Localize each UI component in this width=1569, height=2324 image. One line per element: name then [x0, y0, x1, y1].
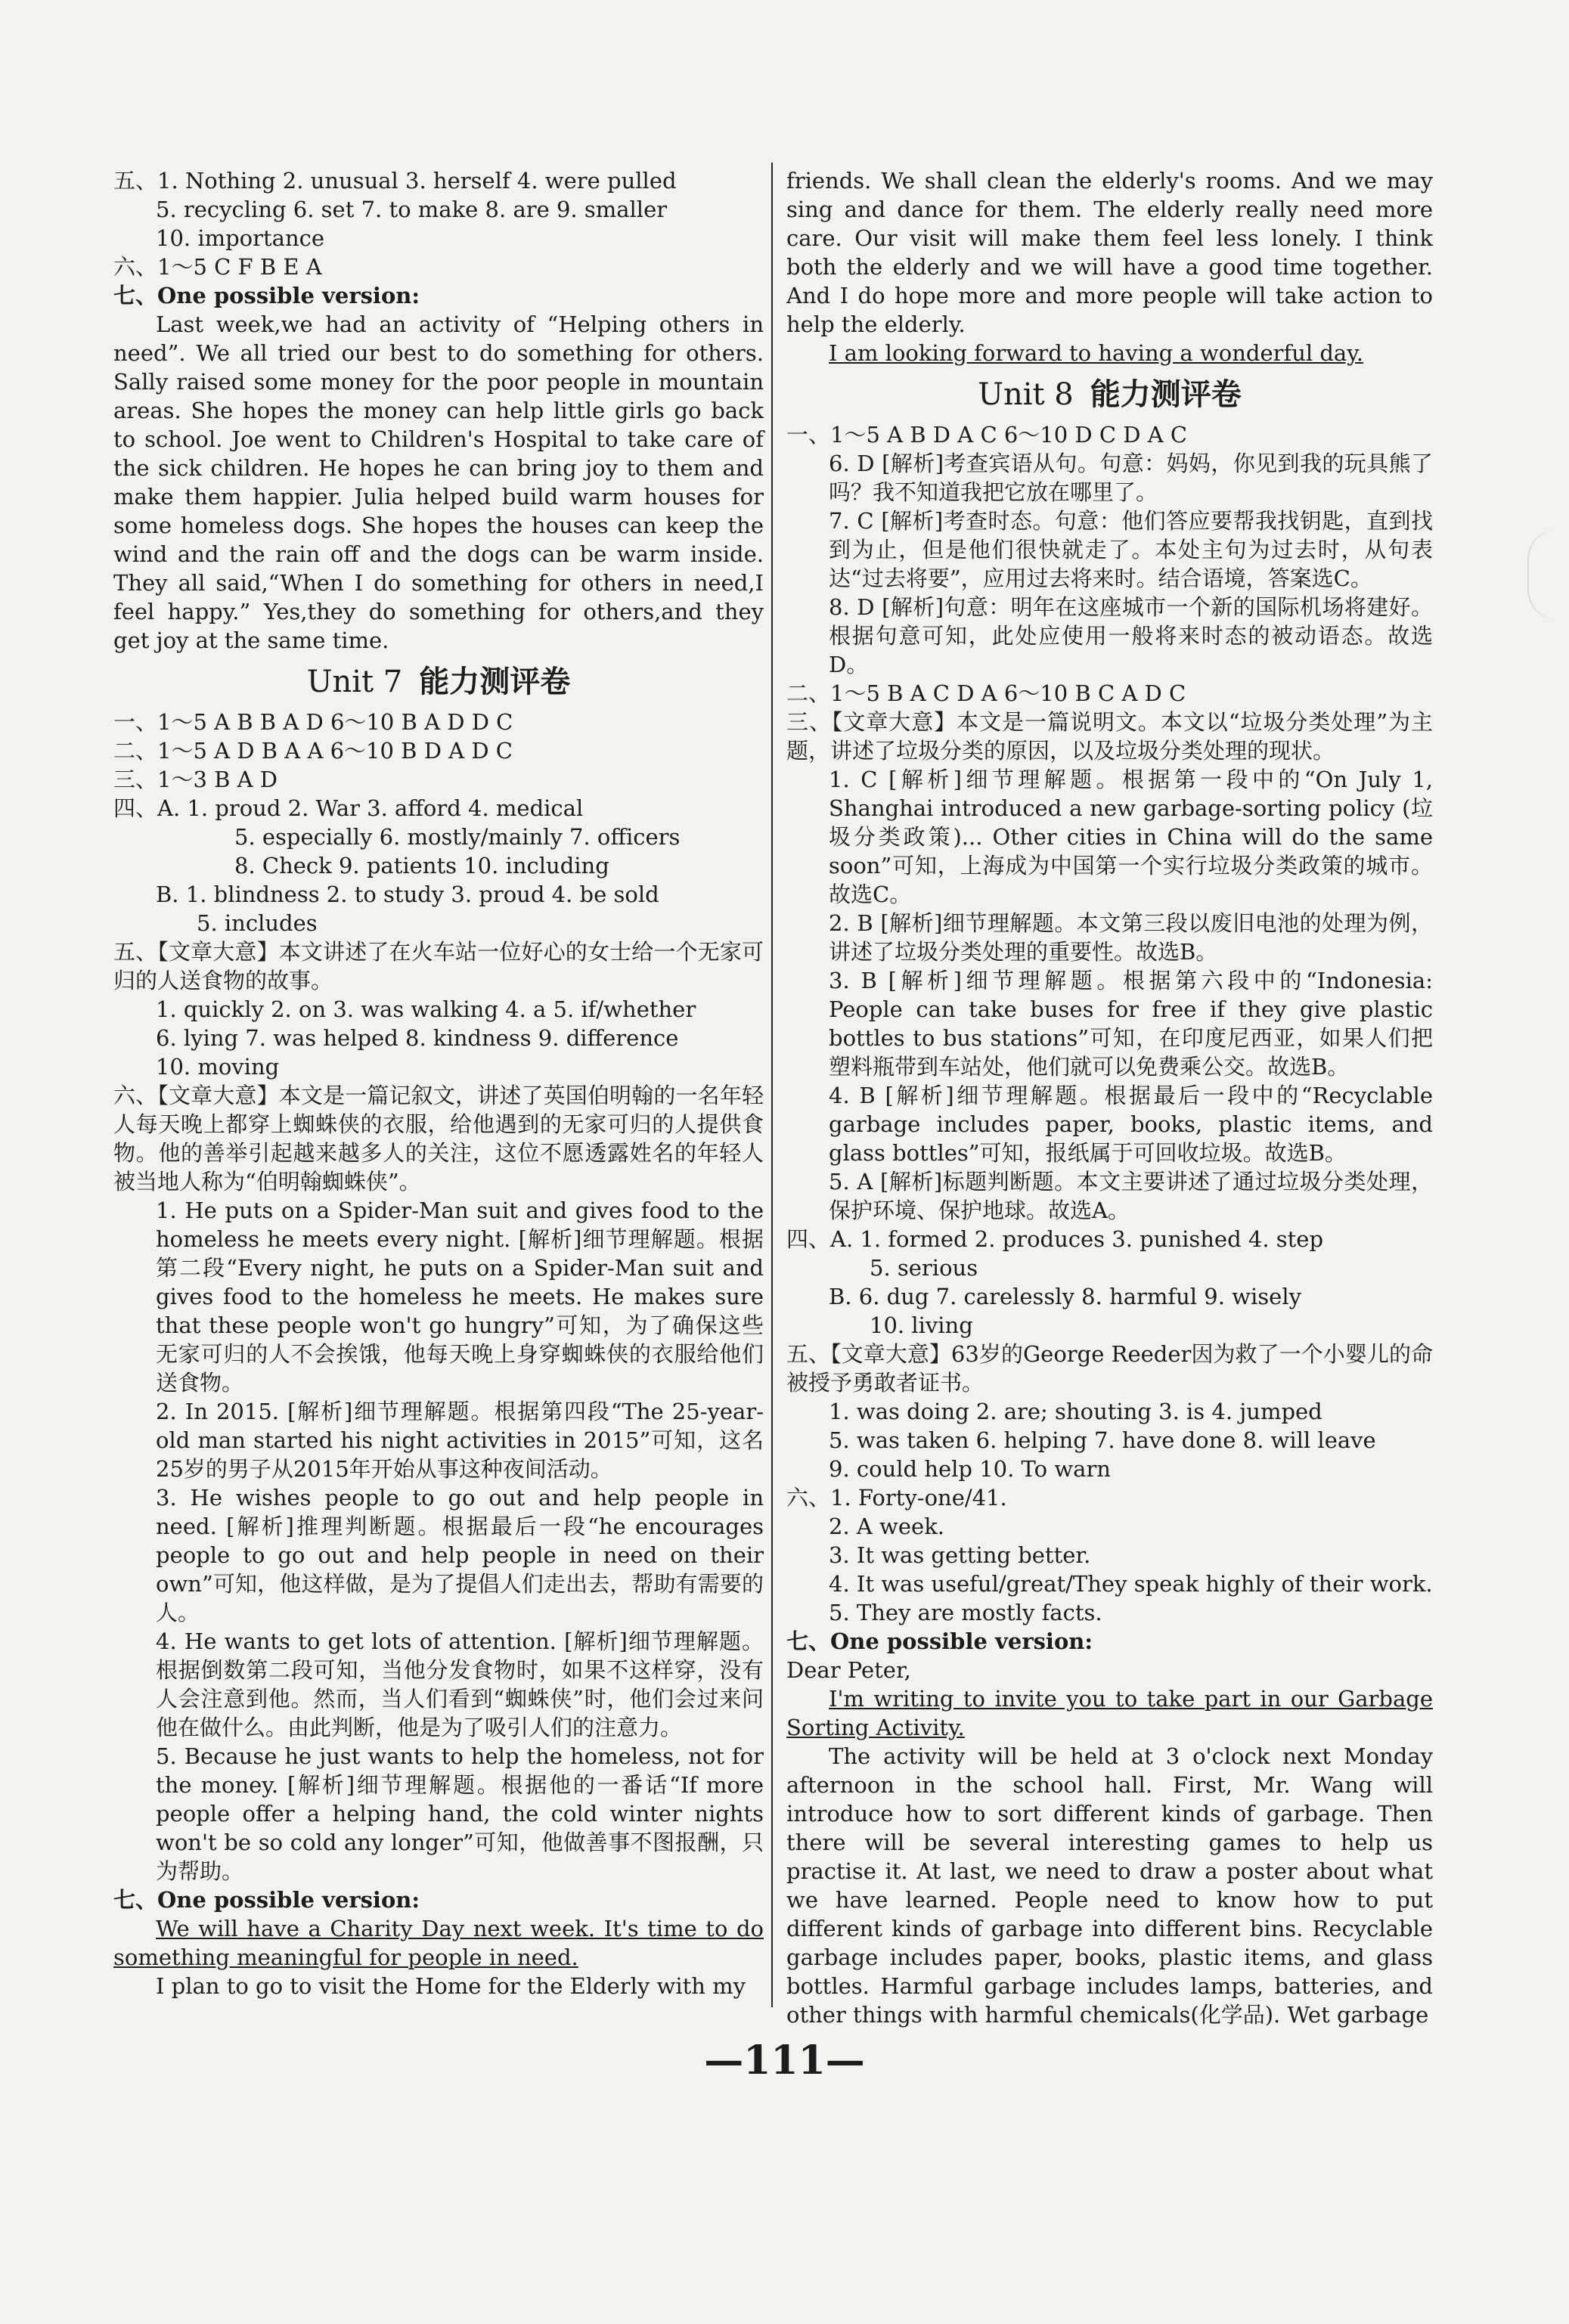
text-line: 七、One possible version:	[113, 283, 420, 308]
text-line: Last week,we had an activity of “Helping others in need”. We all tried our best to do something for others. Sally raised some money for the poor people in mountain areas. She hopes the money can help little girls go back to school. Joe went to Children's Hospital to take care of the sick children. He hopes he can bring joy to them and make them happier. Julia helped build warm houses for some homeless dogs. She hopes the houses can keep the wind and the rain off and the dogs can be warm inside. They all said,“When I do something for others in need,I feel happy.” Yes,they do something for others,and they get joy at the same time.	[113, 311, 764, 653]
left-column	[113, 166, 764, 2000]
text-line: 5. was taken 6. helping 7. have done 8. will leave	[829, 1427, 1376, 1453]
text-line: Dear Peter,	[786, 1657, 911, 1683]
unit-subtitle: 能力测评卷	[419, 665, 571, 699]
text-line: 5. A [解析]标题判断题。本文主要讲述了通过垃圾分类处理，保护环境、保护地球。故选A。	[829, 1169, 1433, 1223]
unit-label: Unit 7	[306, 665, 403, 699]
text-line: 7. C [解析]考查时态。句意：他们答应要帮我找钥匙，直到找到为止，但是他们很快就走了。本处主句为过去时，从句表达“过去将要”，应用过去将来时。结合语境，答案选C。	[829, 508, 1433, 591]
text-line: 五、【文章大意】63岁的George Reeder因为救了一个小婴儿的命被授予勇敢者证书。	[786, 1341, 1433, 1396]
text-line: 一、1～5 A B D A C 6～10 D C D A C	[786, 422, 1188, 448]
unit-subtitle: 能力测评卷	[1090, 377, 1242, 412]
text-line: 10. living	[870, 1312, 973, 1338]
text-line: 六、【文章大意】本文是一篇记叙文，讲述了英国伯明翰的一名年轻人每天晚上都穿上蜘蛛侠的衣服，给他遇到的无家可归的人提供食物。他的善举引起越来越多人的关注，这位不愿透露姓名的年轻人被当地人称为“伯明翰蜘蛛侠”。	[113, 1083, 764, 1195]
binding-mark	[1527, 529, 1559, 620]
text-line: 1. He puts on a Spider-Man suit and gives food to the homeless he meets every night. [解析]细节理解题。根据第二段“Every night, he puts on a Spider-Man suit and gives food to the homeless he meets. He makes sure that these people won't go hungry”可知，为了确保这些无家可归的人不会挨饿，他每天晚上身穿蜘蛛侠的衣服给他们送食物。	[156, 1198, 764, 1396]
text-line: 8. Check 9. patients 10. including	[234, 853, 609, 878]
text-line: friends. We shall clean the elderly's rooms. And we may sing and dance for them. The elderly really need more care. Our visit will make them feel less lonely. I think both the elderly and we will have a good time together. And I do hope more and more people will take action to help the elderly.	[786, 168, 1433, 337]
text-line: B. 1. blindness 2. to study 3. proud 4. be sold	[156, 882, 659, 907]
text-line: 三、1～3 B A D	[113, 767, 278, 792]
text-line: 10. importance	[156, 225, 325, 251]
text-line: 9. could help 10. To warn	[829, 1456, 1111, 1482]
text-line: 5. serious	[870, 1255, 978, 1281]
text-line: 3. B [解析]细节理解题。根据第六段中的“Indonesia: People can take buses for free if they give plastic bottles to bus stations”可知，在印度尼西亚，如果人们把塑料瓶带到车站处，他们就可以免费乘公交。故选B。	[829, 968, 1433, 1080]
page-number: —111—	[704, 2037, 865, 2084]
text-line: 6. lying 7. was helped 8. kindness 9. difference	[156, 1025, 679, 1051]
text-line: 1. quickly 2. on 3. was walking 4. a 5. if/whether	[156, 996, 696, 1022]
text-line: 2. In 2015. [解析]细节理解题。根据第四段“The 25-year-old man started his night activities in 2015”可知，这名25岁的男子从2015年开始从事这种夜间活动。	[156, 1399, 764, 1482]
text-line: 4. It was useful/great/They speak highly of their work.	[829, 1571, 1433, 1597]
text-line: 1. was doing 2. are; shouting 3. is 4. jumped	[829, 1399, 1322, 1424]
text-line: 五、【文章大意】本文讲述了在火车站一位好心的女士给一个无家可归的人送食物的故事。	[113, 939, 764, 993]
right-column	[786, 166, 1433, 2029]
text-line: The activity will be held at 3 o'clock next Monday afternoon in the school hall. First, Mr. Wang will introduce how to sort different kinds of garbage. Then there will be several interesting games to help us practise it. At last, we need to draw a poster about what we have learned. People need to know how to put different kinds of garbage into different bins. Recyclable garbage includes paper, books, plastic items, and glass bottles. Harmful garbage includes lamps, batteries, and other things with harmful chemicals(化学品). Wet garbage	[786, 1743, 1433, 2028]
text-line: 六、1. Forty-one/41.	[786, 1485, 1007, 1511]
text-line: 三、【文章大意】本文是一篇说明文。本文以“垃圾分类处理”为主题，讲述了垃圾分类的原因，以及垃圾分类处理的现状。	[786, 709, 1433, 764]
text-line: 二、1～5 B A C D A 6～10 B C A D C	[786, 680, 1186, 706]
text-line: 2. B [解析]细节理解题。本文第三段以废旧电池的处理为例，讲述了垃圾分类处理的重要性。故选B。	[829, 910, 1433, 965]
text-line: 一、1～5 A B B A D 6～10 B A D D C	[113, 709, 513, 735]
text-line: 五、1. Nothing 2. unusual 3. herself 4. were pulled	[113, 168, 677, 194]
text-line: 六、1～5 C F B E A	[113, 254, 322, 280]
text-line: 二、1～5 A D B A A 6～10 B D A D C	[113, 738, 513, 764]
text-line: We will have a Charity Day next week. It's time to do something meaningful for people in need.	[113, 1916, 764, 1970]
text-line: 5. especially 6. mostly/mainly 7. officers	[234, 824, 681, 850]
text-line: 七、One possible version:	[786, 1628, 1093, 1654]
text-line: 8. D [解析]句意：明年在这座城市一个新的国际机场将建好。根据句意可知，此处应使用一般将来时态的被动语态。故选D。	[829, 594, 1433, 677]
text-line: 3. It was getting better.	[829, 1542, 1091, 1568]
text-line: 5. They are mostly facts.	[829, 1600, 1102, 1625]
text-line: 6. D [解析]考查宾语从句。句意：妈妈，你见到我的玩具熊了吗？我不知道我把它放在哪里了。	[829, 451, 1433, 505]
column-divider	[771, 163, 773, 2007]
text-line: 1. C [解析]细节理解题。根据第一段中的“On July 1, Shanghai introduced a new garbage-sorting policy (垃圾分类政策)... Other cities in China will do the same soon”可知，上海成为中国第一个实行垃圾分类政策的城市。故选C。	[829, 767, 1433, 907]
unit-heading	[113, 659, 764, 705]
text-line: 4. He wants to get lots of attention. [解析]细节理解题。根据倒数第二段可知，当他分发食物时，如果不这样穿，没有人会注意到他。然而，当人们看到“蜘蛛侠”时，他们会过来问他在做什么。由此判断，他是为了吸引人们的注意力。	[156, 1628, 764, 1740]
text-line: 5. Because he just wants to help the homeless, not for the money. [解析]细节理解题。根据他的一番话“If more people offer a helping hand, the cold winter nights won't be so cold any longer”可知，他做善事不图报酬，只为帮助。	[156, 1743, 764, 1884]
unit-label: Unit 8	[978, 377, 1074, 412]
text-line: 七、One possible version:	[113, 1887, 420, 1913]
text-line: I plan to go to visit the Home for the Elderly with my	[156, 1973, 746, 1999]
text-line: 5. includes	[197, 910, 318, 936]
text-line: I am looking forward to having a wonderful day.	[829, 340, 1363, 366]
text-line: B. 6. dug 7. carelessly 8. harmful 9. wisely	[829, 1284, 1301, 1309]
text-line: 4. B [解析]细节理解题。根据最后一段中的“Recyclable garbage includes paper, books, plastic items, and glass bottles”可知，报纸属于可回收垃圾。故选B。	[829, 1083, 1433, 1166]
text-line: 5. recycling 6. set 7. to make 8. are 9. smaller	[156, 197, 668, 222]
text-line: 四、A. 1. formed 2. produces 3. punished 4. step	[786, 1226, 1324, 1252]
text-line: 10. moving	[156, 1054, 280, 1080]
text-line: 四、A. 1. proud 2. War 3. afford 4. medical	[113, 795, 584, 821]
unit-heading	[786, 372, 1433, 417]
text-line: 2. A week.	[829, 1514, 944, 1539]
text-line: I'm writing to invite you to take part in our Garbage Sorting Activity.	[786, 1686, 1433, 1740]
text-line: 3. He wishes people to go out and help people in need. [解析]推理判断题。根据最后一段“he encourages people to go out and help people in need on their own”可知，他这样做，是为了提倡人们走出去，帮助有需要的人。	[156, 1485, 764, 1625]
